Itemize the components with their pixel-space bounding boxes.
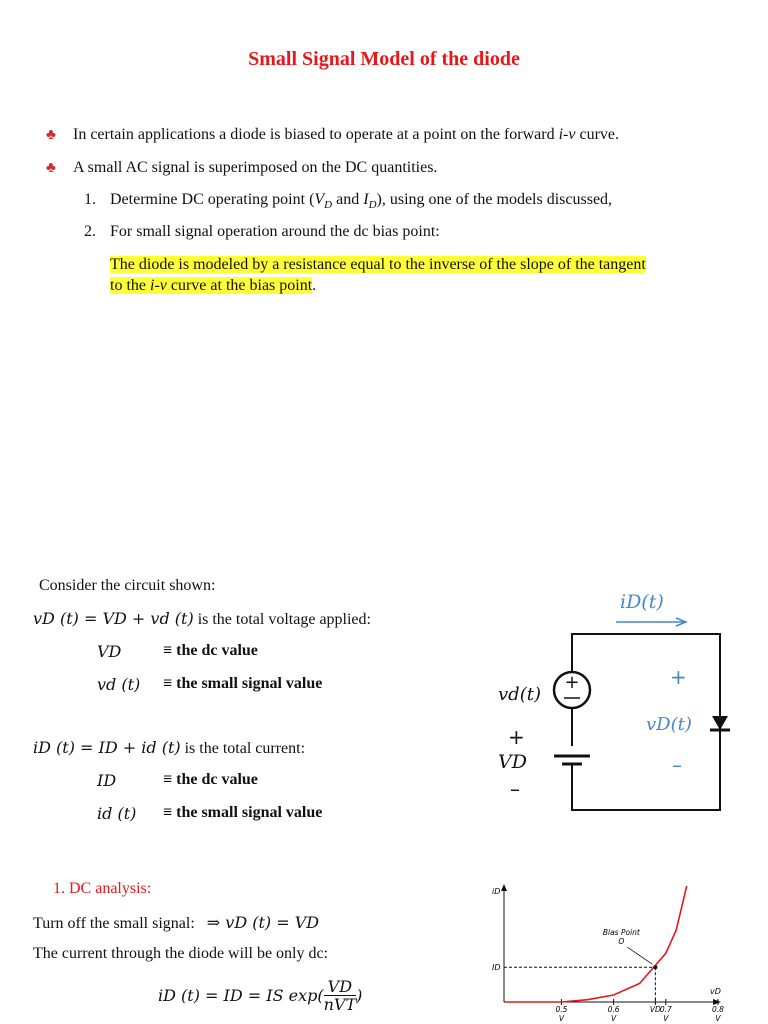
x-tick-unit: V xyxy=(558,1014,564,1023)
page-title: Small Signal Model of the diode xyxy=(248,48,520,70)
svg-text:–: – xyxy=(510,777,520,801)
def-text: ≡ the small signal value xyxy=(163,675,323,692)
highlighted-definition: The diode is modeled by a resistance equal to the inverse of the slope of the tangent to the i-v curve at the bias point. xyxy=(110,256,646,294)
dc-source-label: VD xyxy=(498,751,527,773)
voltage-equation: vD (t) = VD + vd (t) is the total voltage applied: xyxy=(33,609,371,628)
x-tick-label: 0.5 xyxy=(555,1005,568,1014)
x-tick-unit: V xyxy=(715,1014,721,1023)
def-text: ≡ the dc value xyxy=(163,642,258,659)
x-tick-unit: V xyxy=(663,1014,669,1023)
svg-text:+: + xyxy=(508,725,525,749)
circuit-diagram xyxy=(480,580,760,820)
consider-text: Consider the circuit shown: xyxy=(39,577,216,594)
y-axis-arrow-icon xyxy=(501,884,507,891)
y-axis-label: iD xyxy=(492,887,501,896)
svg-text:+: + xyxy=(564,672,580,693)
x-tick-unit: V xyxy=(611,1014,617,1023)
bias-point-annotation: Bias Point xyxy=(602,928,640,938)
def-symbol: VD xyxy=(97,642,122,661)
svg-text:+: + xyxy=(670,665,687,689)
bias-point-marker xyxy=(653,965,657,969)
bias-point-annotation: O xyxy=(618,937,625,947)
def-text: ≡ the small signal value xyxy=(163,804,323,821)
x-axis-label: vD xyxy=(710,987,721,996)
def-symbol: ID xyxy=(97,771,117,790)
diode-icon xyxy=(712,716,728,730)
diode-equation: iD (t) = ID = IS exp( VD nVT ) xyxy=(158,977,363,1014)
current-equation: iD (t) = ID + id (t) is the total current: xyxy=(33,738,306,757)
current-label: iD(t) xyxy=(620,591,664,613)
club-icon: ♣ xyxy=(46,160,56,176)
x-tick-label: 0.7 xyxy=(659,1005,672,1014)
def-text: ≡ the dc value xyxy=(163,771,258,788)
dc-analysis-heading: 1. DC analysis: xyxy=(53,880,152,897)
club-icon: ♣ xyxy=(46,127,56,143)
x-tick-label: VD xyxy=(649,1005,661,1014)
annotation-arrow-icon xyxy=(627,947,652,964)
iv-curve-series xyxy=(506,886,687,1002)
x-tick-label: 0.8 xyxy=(712,1005,724,1014)
dc-current-text: The current through the diode will be only dc: xyxy=(33,945,329,962)
def-symbol: vd (t) xyxy=(97,675,141,694)
y-tick-label: ID xyxy=(492,963,501,973)
def-symbol: id (t) xyxy=(97,804,137,823)
iv-curve-chart xyxy=(482,876,734,1024)
x-tick-label: 0.6 xyxy=(607,1005,620,1014)
diode-voltage-label: vD(t) xyxy=(646,714,692,735)
source-label: vd(t) xyxy=(498,684,541,705)
turn-off-text: Turn off the small signal: ⇒ vD (t) = VD xyxy=(33,913,320,932)
svg-text:–: – xyxy=(672,753,682,777)
